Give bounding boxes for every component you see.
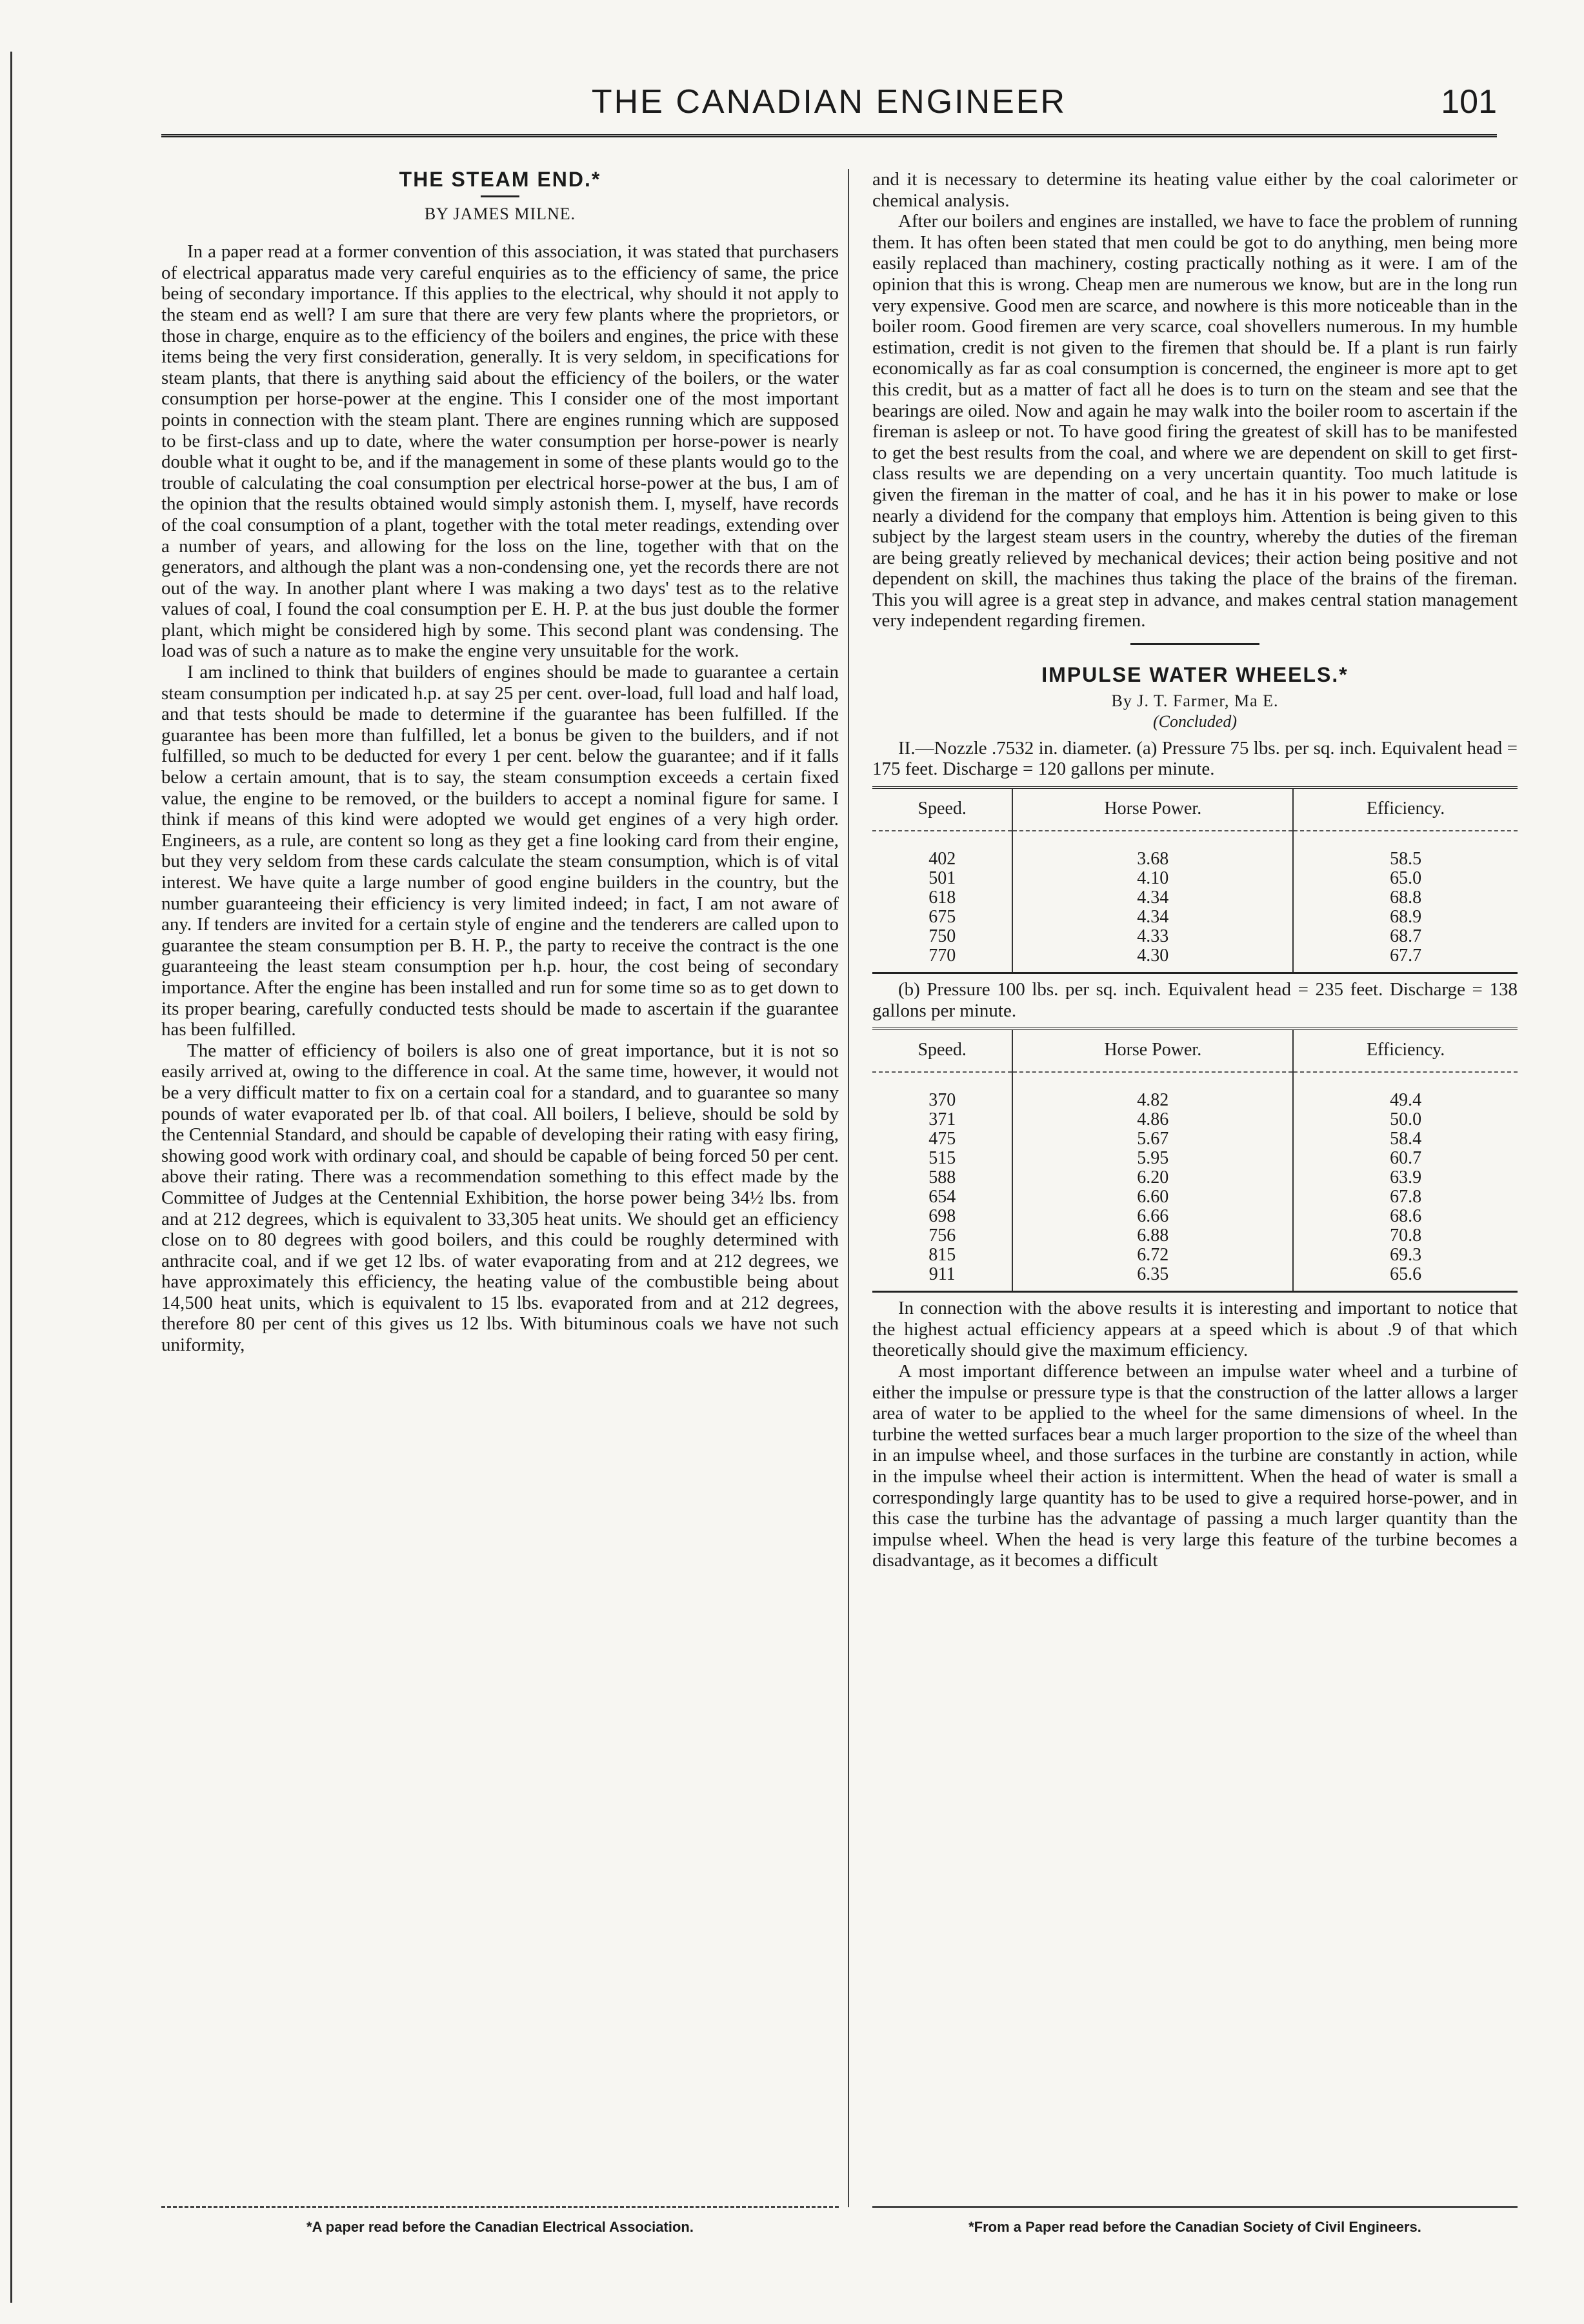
- table-cell: 6.88: [1012, 1226, 1293, 1246]
- table-cell: 750: [928, 926, 956, 947]
- table-row: [872, 1265, 1518, 1292]
- table-cell: 70.8: [1293, 1226, 1518, 1246]
- page-number: 101: [1441, 83, 1497, 121]
- table-cell: 515: [928, 1148, 956, 1169]
- table-header: Speed.: [872, 1029, 1012, 1072]
- table-cell: 911: [928, 1264, 956, 1285]
- left-margin-rule: [10, 52, 12, 2303]
- steam-article-title: THE STEAM END.*: [399, 168, 601, 191]
- table-row: [872, 1072, 1518, 1110]
- section-rule: [1130, 643, 1259, 645]
- table-cell: 4.10: [1012, 869, 1293, 888]
- footnote-rule-right: [872, 2206, 1518, 2208]
- steam-footnote: *A paper read before the Canadian Electrical Association.: [306, 2219, 694, 2235]
- right-column: [872, 169, 1518, 1571]
- table-row: [872, 1129, 1518, 1149]
- table-row: [872, 1226, 1518, 1246]
- table-cell: 654: [928, 1187, 956, 1207]
- table-row: [872, 869, 1518, 888]
- table-cell: 58.5: [1293, 831, 1518, 869]
- table-cell: 770: [928, 946, 956, 966]
- table-cell: 68.9: [1293, 908, 1518, 927]
- table-cell: 4.86: [1012, 1110, 1293, 1129]
- steam-article-byline: BY JAMES MILNE.: [424, 204, 576, 223]
- impulse-mid-text: (b) Pressure 100 lbs. per sq. inch. Equivalent head = 235 feet. Discharge = 138 gallons per minute.: [872, 979, 1518, 1021]
- table-cell: 6.20: [1012, 1168, 1293, 1187]
- impulse-article-byline: By J. T. Farmer, Ma E.: [1111, 691, 1279, 710]
- table-cell: 371: [928, 1109, 956, 1130]
- table-row: [872, 1110, 1518, 1129]
- table-row: [872, 1187, 1518, 1207]
- table-row: [872, 908, 1518, 927]
- table-cell: 67.7: [1293, 946, 1518, 973]
- table-cell: 4.30: [1012, 946, 1293, 973]
- title-rule: [481, 195, 519, 197]
- table-row: [872, 1149, 1518, 1168]
- column-divider: [848, 169, 849, 2207]
- table-header: Speed.: [872, 788, 1012, 831]
- table-cell: 815: [928, 1245, 956, 1266]
- steam-continuation-paragraph: and it is necessary to determine its heating value either by the coal calorimeter or chemical analysis.: [872, 169, 1518, 211]
- table-cell: 5.95: [1012, 1149, 1293, 1168]
- table-header: Efficiency.: [1293, 1029, 1518, 1072]
- table-row: [872, 888, 1518, 908]
- table-cell: 68.6: [1293, 1207, 1518, 1226]
- table-cell: 675: [928, 907, 956, 928]
- table-row: [872, 1168, 1518, 1187]
- table-cell: 6.72: [1012, 1246, 1293, 1265]
- table-cell: 588: [928, 1167, 956, 1188]
- table-row: [872, 1207, 1518, 1226]
- steam-continuation-paragraph: After our boilers and engines are installed, we have to face the problem of running them. It has often been stated that men could be got to do anything, men being more easily replaced than machinery, costing practically nothing as it were. I am of the opinion that this is wrong. Cheap men are numerous we know, but are in the long run very expensive. Good men are scarce, and nowhere is this more noticeable than in the boiler room. Good firemen are very scarce, coal shovellers numerous. In my humble estimation, credit is not given to the firemen that should be. If a plant is run fairly economically as far as coal consumption is concerned, the engineer is more apt to get this credit, but as a matter of fact all he does is to turn on the steam and see that the bearings are oiled. Now and again he may walk into the boiler room to ascertain if the fireman is asleep or not. To have good firing the greatest of skill has to be manifested to get the best results from the coal, and where we are dependent on skill to get first-class results we are depending on a very uncertain quantity. Too much latitude is given the fireman in the matter of coal, and he has it in his power to make or lose nearly a dividend for the company that employs him. Attention is being given to this subject by the largest steam users in the country, whereby the duties of the fireman are being greatly relieved by mechanical devices; their action being positive and not dependent on skill, the machines thus taking the place of the brains of the fireman. This you will agree is a great step in advance, and makes central station management very independent regarding firemen.: [872, 211, 1518, 631]
- steam-paragraph: In a paper read at a former convention of this association, it was stated that purchasers of electrical apparatus made very careful enquiries as to the efficiency of same, the price being of secondary importance. If this applies to the electrical, why should it not apply to the steam end as well? I am sure that there are very few plants where the proprietors, or those in charge, enquire as to the efficiency of the boilers and engines, the price with these items being the very first consideration, generally. It is very seldom, in specifications for steam plants, that there is anything said about the efficiency of the boilers, or the water consumption per horse-power at the engine. This I consider one of the most important points in connection with the steam plant. There are engines running which are supposed to be first-class and up to date, where the water consumption per horse-power is nearly double what it ought to be, and if the management in some of these plants would go to the trouble of calculating the coal consumption per electrical horse-power at the bus, I am of the opinion that the results obtained would simply astonish them. I, myself, have records of the coal consumption of a plant, together with the total meter readings, extending over a number of years, and allowing for the loss on the line, together with that on the generators, and although the plant was a non-condensing one, yet the records there are not out of the way. In another plant where I was making a two days' test as to the relative values of coal, I found the coal consumption per E. H. P. at the bus just double the former plant, which might be considered high by some. This second plant was condensing. The load was of such a nature as to make the engine very unsuitable for the work.: [161, 241, 839, 662]
- impulse-paragraph: A most important difference between an impulse water wheel and a turbine of either the impulse or pressure type is that the construction of the latter allows a larger area of water to be applied to the wheel for the same dimensions of wheel. In the turbine the wetted surfaces bear a much larger proportion to the size of the wheel than in an impulse wheel, and those surfaces in the turbine are constantly in action, while in the impulse wheel their action is intermittent. When the head of water is small a correspondingly large quantity has to be used to give a required horse-power, and in this case the turbine has the advantage of passing a much larger quantity than the impulse wheel. When the head is very large this feature of the turbine becomes a disadvantage, as it becomes a difficult: [872, 1361, 1518, 1571]
- impulse-article-title: IMPULSE WATER WHEELS.*: [1041, 663, 1348, 687]
- footnote-rule-left: [161, 2206, 839, 2208]
- table-cell: 756: [928, 1226, 956, 1246]
- table-cell: 4.34: [1012, 908, 1293, 927]
- table-row: [872, 831, 1518, 869]
- page-header: [161, 83, 1497, 134]
- table-cell: 618: [928, 888, 956, 908]
- table-cell: 475: [928, 1129, 956, 1149]
- table-cell: 60.7: [1293, 1149, 1518, 1168]
- table-row: [872, 927, 1518, 946]
- table-cell: 65.6: [1293, 1265, 1518, 1292]
- table-header: Horse Power.: [1012, 788, 1293, 831]
- table-pressure-100: [872, 1028, 1518, 1293]
- table-cell: 6.35: [1012, 1265, 1293, 1292]
- table-cell: 49.4: [1293, 1072, 1518, 1110]
- table-pressure-75: [872, 786, 1518, 974]
- table-cell: 5.67: [1012, 1129, 1293, 1149]
- table-cell: 4.33: [1012, 927, 1293, 946]
- table-cell: 65.0: [1293, 869, 1518, 888]
- table-cell: 370: [928, 1090, 956, 1111]
- table-cell: 4.82: [1012, 1072, 1293, 1110]
- impulse-intro: II.—Nozzle .7532 in. diameter. (a) Pressure 75 lbs. per sq. inch. Equivalent head = 175 feet. Discharge = 120 gallons per minute.: [872, 737, 1518, 780]
- journal-title: THE CANADIAN ENGINEER: [591, 83, 1067, 121]
- table-header: Horse Power.: [1012, 1029, 1293, 1072]
- table-cell: 6.60: [1012, 1187, 1293, 1207]
- table-cell: 6.66: [1012, 1207, 1293, 1226]
- impulse-paragraph: In connection with the above results it is interesting and important to notice that the highest actual efficiency appears at a speed which is about .9 of that which theoretically should give the maximum efficiency.: [872, 1298, 1518, 1361]
- table-cell: 58.4: [1293, 1129, 1518, 1149]
- table-cell: 3.68: [1012, 831, 1293, 869]
- table-cell: 402: [928, 849, 956, 869]
- table-cell: 50.0: [1293, 1110, 1518, 1129]
- table-cell: 69.3: [1293, 1246, 1518, 1265]
- impulse-footnote: *From a Paper read before the Canadian Society of Civil Engineers.: [968, 2219, 1421, 2235]
- table-cell: 4.34: [1012, 888, 1293, 908]
- table-cell: 698: [928, 1206, 956, 1227]
- table-header: Efficiency.: [1293, 788, 1518, 831]
- table-cell: 67.8: [1293, 1187, 1518, 1207]
- table-cell: 63.9: [1293, 1168, 1518, 1187]
- table-row: [872, 946, 1518, 973]
- steam-paragraph: The matter of efficiency of boilers is also one of great importance, but it is not so easily arrived at, owing to the difference in coal. At the same time, however, it would not be a very difficult matter to fix on a certain coal for a standard, and to guarantee so many pounds of water evaporated per lb. of that coal. All boilers, I believe, should be sold by the Centennial Standard, and should be capable of developing their rating with easy firing, showing good work with ordinary coal, and should be capable of being forced 50 per cent. above their rating. There was a recommendation something to this effect made by the Committee of Judges at the Centennial Exhibition, the horse power being 34½ lbs. from and at 212 degrees, which is equivalent to 33,305 heat units. We should get an efficiency close on to 80 degrees with good boilers, and this could be roughly determined with anthracite coal, and if we get 12 lbs. of water evaporating from and at 212 degrees, we have approximately this efficiency, the heating value of the combustible being about 14,500 heat units, which is equivalent to 15 lbs. evaporated from and at 212 degrees, therefore 80 per cent of this gives us 12 lbs. With bituminous coals we have not such uniformity,: [161, 1040, 839, 1356]
- impulse-article-subtitle: (Concluded): [1153, 712, 1237, 731]
- steam-paragraph: I am inclined to think that builders of engines should be made to guarantee a certain steam consumption per indicated h.p. at say 25 per cent. over-load, full load and half load, and that tests should be made to determine if the guarantee has been fulfilled. If the guarantee has been more than fulfilled, let a bonus be given to the builders, and if not fulfilled, so much to be deducted for every 1 per cent. below the guarantee; and if it falls below a certain amount, that is to say, the steam consumption exceeds a certain fixed value, the engine to be removed, or the builders to accept a nominal figure for same. I think if means of this kind were adopted we would get engines of a very high order. Engineers, as a rule, are content so long as they get a fine looking card from their engine, but they very seldom from these cards calculate the steam consumption, which is of vital interest. We have quite a large number of good engine builders in the country, but the number guaranteeing their efficiency is very limited indeed; in fact, I am not aware of any. If tenders are invited for a certain style of engine and the tenderers are called upon to guarantee the steam consumption per B. H. P., the party to receive the contract is the one guaranteeing the least steam consumption per h.p. hour, the cost being of secondary importance. After the engine has been installed and run for some time so as to get down to its proper bearing, carefully conducted tests should be made to ascertain if the guarantee has been fulfilled.: [161, 662, 839, 1040]
- left-column: [161, 169, 839, 1356]
- table-cell: 501: [928, 868, 956, 889]
- table-cell: 68.8: [1293, 888, 1518, 908]
- table-cell: 68.7: [1293, 927, 1518, 946]
- header-rule: [161, 134, 1497, 137]
- table-row: [872, 1246, 1518, 1265]
